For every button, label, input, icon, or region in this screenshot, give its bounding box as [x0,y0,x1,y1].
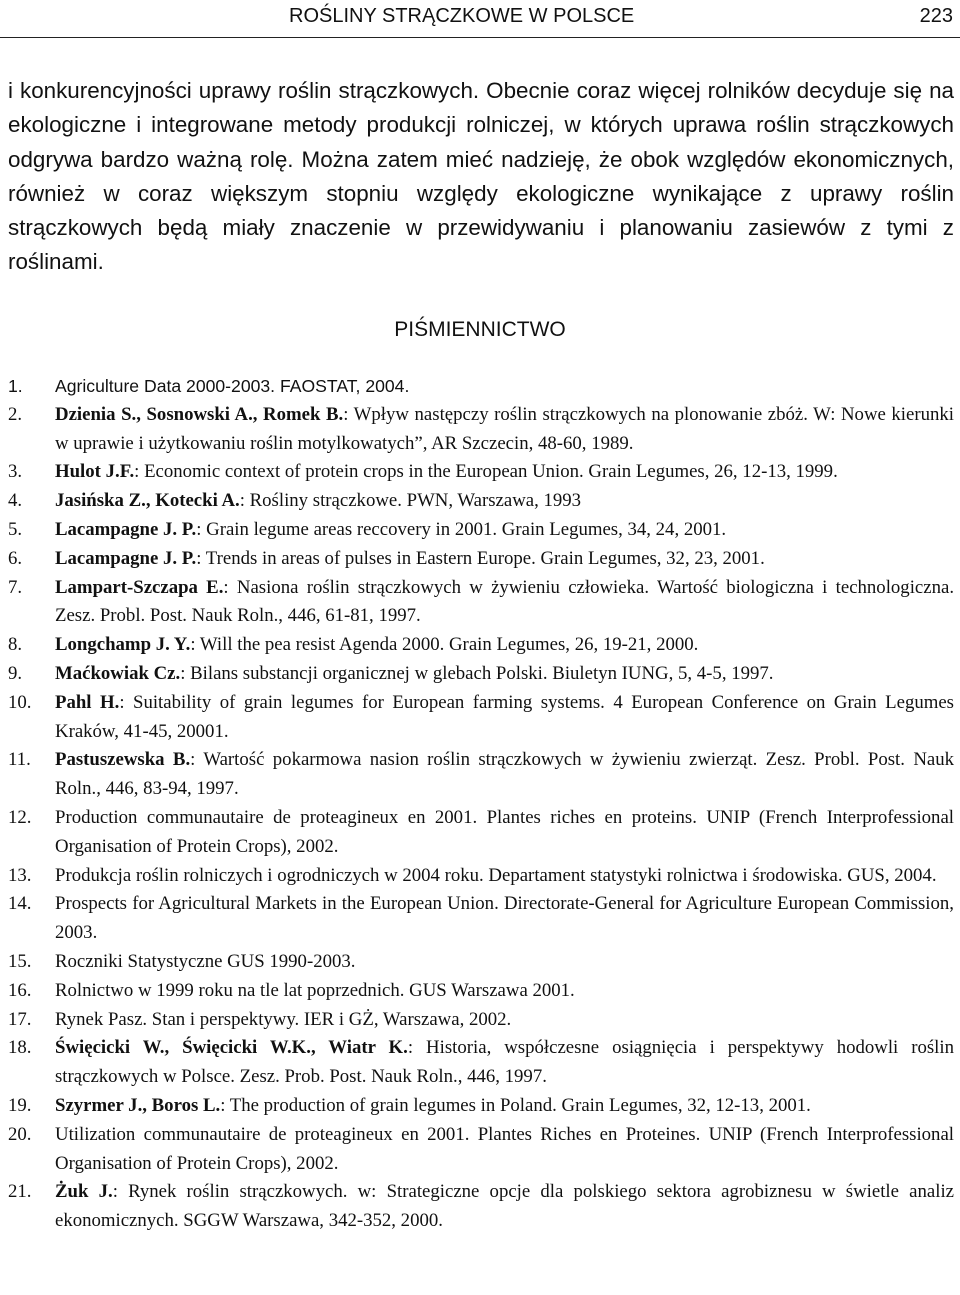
reference-authors: Żuk J. [55,1181,113,1203]
reference-text: Agriculture Data 2000-2003. FAOSTAT, 2004. [55,376,410,396]
reference-item [8,631,954,660]
reference-text: Rolnictwo w 1999 roku na tle lat poprzednich. GUS Warszawa 2001. [55,979,575,1001]
references-list [8,372,954,1236]
reference-number: 8. [8,634,23,656]
reference-text: : Trends in areas of pulses in Eastern Europe. Grain Legumes, 32, 23, 2001. [196,547,765,569]
reference-item [8,1178,954,1236]
reference-authors: Lacampagne J. P. [55,518,197,540]
reference-item [8,948,954,977]
reference-item [8,574,954,632]
reference-text: : Nasiona roślin strączkowych w żywieniu człowieka. Wartość biologiczna i technologiczna. Zesz. Probl. Post. Nauk Roln., 446, 61-81, 1997. [55,576,955,627]
reference-text: Prospects for Agricultural Markets in the European Union. Directorate-General for Agriculture European Commission, 2003. [55,893,954,944]
reference-text: Roczniki Statystyczne GUS 1990-2003. [55,950,356,972]
reference-number: 9. [8,662,23,684]
reference-authors: Lampart-Szczapa E. [55,576,224,598]
reference-text: : Wpływ następczy roślin strączkowych na plonowanie zbóż. W: Nowe kierunki w uprawie i użytkowaniu roślin motylkowatych”, AR Szczecin, 48-60, 1989. [55,403,955,454]
reference-authors: Dzienia S., Sosnowski A., Romek B. [55,403,344,425]
reference-authors: Hulot J.F. [55,461,135,483]
reference-text: : Economic context of protein crops in the European Union. Grain Legumes, 26, 12-13, 1999. [134,461,838,483]
reference-item [8,401,954,459]
reference-text: Production communautaire de proteagineux en 2001. Plantes riches en proteins. UNIP (French Interprofessional Organisation of Protein Crops), 2002. [55,806,954,857]
reference-number: 21. [8,1181,32,1203]
reference-item [8,804,954,862]
reference-number: 12. [8,806,32,828]
reference-number: 11. [8,749,31,771]
reference-number: 20. [8,1123,32,1145]
reference-item [8,458,954,487]
reference-number: 13. [8,864,32,886]
reference-authors: Święcicki W., Święcicki W.K., Wiatr K. [55,1037,408,1059]
reference-number: 19. [8,1094,32,1116]
reference-item [8,890,954,948]
reference-number: 10. [8,691,32,713]
reference-text: : The production of grain legumes in Poland. Grain Legumes, 32, 12-13, 2001. [220,1094,811,1116]
reference-number: 4. [8,490,23,512]
reference-item [8,746,954,804]
reference-number: 5. [8,518,23,540]
reference-number: 15. [8,950,32,972]
page-header [0,0,960,38]
reference-item [8,487,954,516]
reference-number: 16. [8,979,32,1001]
reference-item [8,862,954,891]
reference-item [8,660,954,689]
reference-item [8,1006,954,1035]
page-number: 223 [919,5,953,27]
reference-item [8,1034,954,1092]
reference-authors: Pastuszewska B. [55,749,191,771]
reference-item [8,1121,954,1179]
reference-number: 1. [8,376,23,396]
references-heading: PIŚMIENNICTWO [394,318,566,341]
reference-number: 18. [8,1037,32,1059]
reference-text: : Suitability of grain legumes for European farming systems. 4 European Conference on Grain Legumes Kraków, 41-45, 20001. [55,691,954,742]
reference-item [8,372,954,401]
reference-text: : Historia, współczesne osiągnięcia i perspektywy hodowli roślin strączkowych w Polsce. Zesz. Prob. Post. Nauk Roln., 446, 1997. [55,1037,955,1088]
reference-text: : Rynek roślin strączkowych. w: Strategiczne opcje dla polskiego sektora agrobiznesu w świetle analiz ekonomicznych. SGGW Warszawa, 342-352, 2000. [55,1181,954,1232]
reference-number: 17. [8,1008,32,1030]
running-title: ROŚLINY STRĄCZKOWE W POLSCE [289,5,635,27]
reference-authors: Lacampagne J. P. [55,547,197,569]
reference-item [8,977,954,1006]
reference-text: : Bilans substancji organicznej w glebach Polski. Biuletyn IUNG, 5, 4-5, 1997. [180,662,774,684]
reference-authors: Pahl H. [55,691,120,713]
reference-number: 6. [8,547,23,569]
reference-item [8,689,954,747]
reference-text: : Wartość pokarmowa nasion roślin strączkowych w żywieniu zwierząt. Zesz. Probl. Post. Nauk Roln., 446, 83-94, 1997. [55,749,954,800]
reference-item [8,1092,954,1121]
reference-text: : Will the pea resist Agenda 2000. Grain Legumes, 26, 19-21, 2000. [190,634,699,656]
reference-authors: Maćkowiak Cz. [55,662,181,684]
reference-number: 14. [8,893,32,915]
reference-text: Produkcja roślin rolniczych i ogrodniczych w 2004 roku. Departament statystyki rolnictwa i środowiska. GUS, 2004. [55,864,937,886]
reference-authors: Jasińska Z., Kotecki A. [55,490,240,512]
reference-authors: Longchamp J. Y. [55,634,191,656]
reference-item [8,516,954,545]
reference-text: : Grain legume areas reccovery in 2001. Grain Legumes, 34, 24, 2001. [196,518,727,540]
reference-number: 7. [8,576,23,598]
reference-number: 3. [8,461,23,483]
reference-text: : Rośliny strączkowe. PWN, Warszawa, 1993 [239,490,582,512]
reference-number: 2. [8,403,23,425]
reference-text: Utilization communautaire de proteagineux en 2001. Plantes Riches en Proteines. UNIP (French Interprofessional Organisation of Protein Crops), 2002. [55,1123,954,1174]
body-paragraph: i konkurencyjności uprawy roślin strączkowych. Obecnie coraz więcej rolników decyduje się na ekologiczne i integrowane metody produkcji rolniczej, w których uprawa roślin strączkowych odgrywa bardzo ważną rolę. Można zatem mieć nadzieję, że obok względów ekonomicznych, również w coraz większym stopniu względy ekologiczne wynikające z uprawy roślin strączkowych będą miały znaczenie w przewidywaniu i planowaniu zasiewów z tymi z roślinami. [8,78,954,275]
reference-authors: Szyrmer J., Boros L. [55,1094,221,1116]
reference-item [8,545,954,574]
reference-text: Rynek Pasz. Stan i perspektywy. IER i GŻ, Warszawa, 2002. [55,1008,512,1030]
